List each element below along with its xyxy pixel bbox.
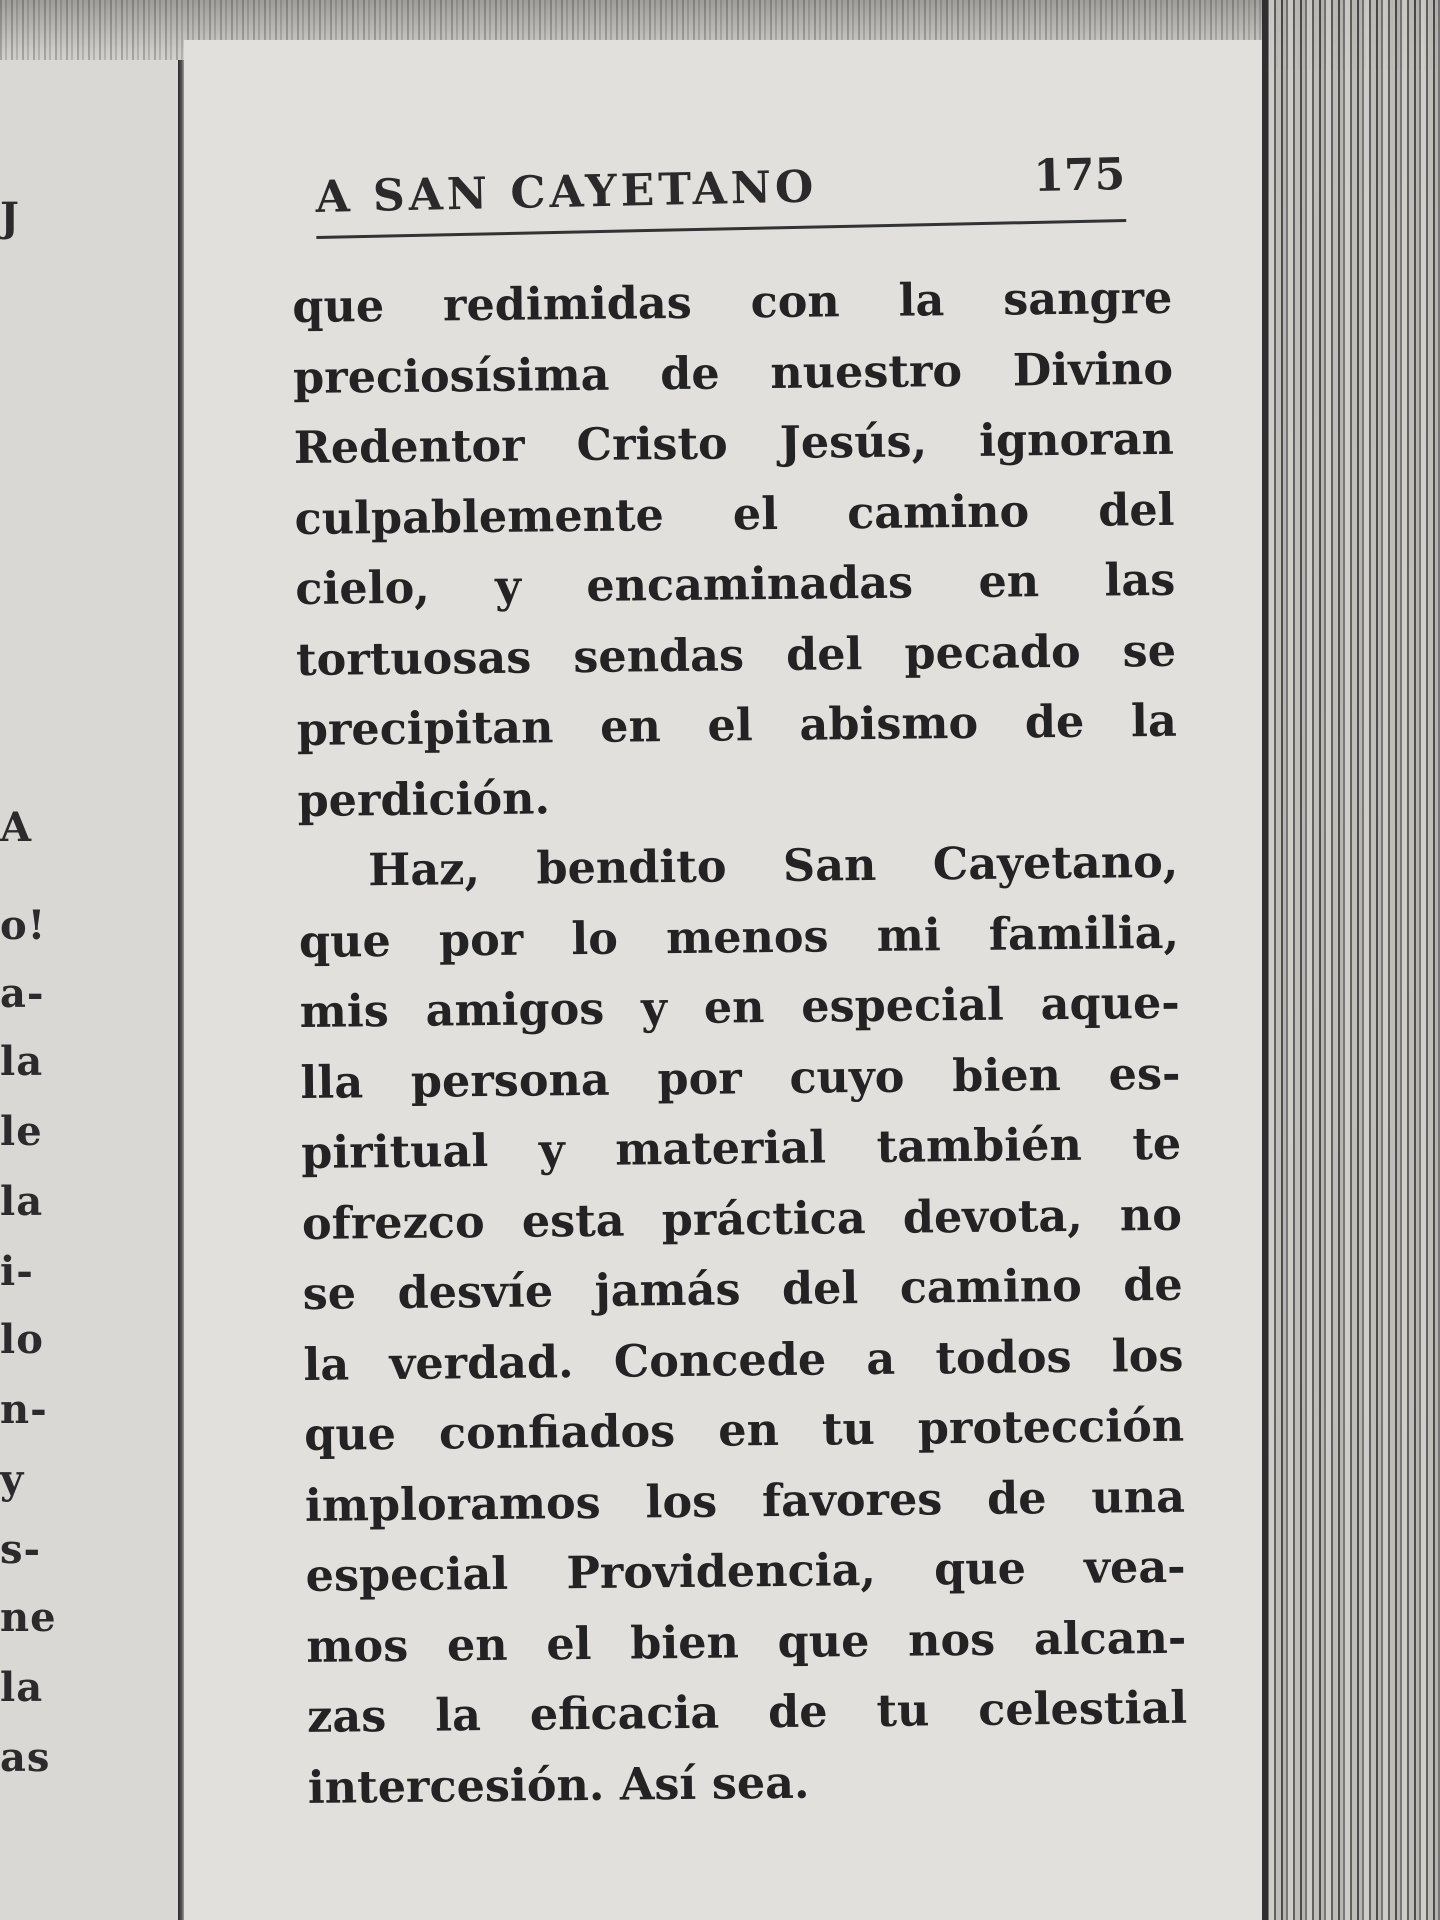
facing-page-fragment: la [0, 1664, 44, 1711]
text-line: intercesión. Así sea. [307, 1756, 810, 1814]
text-line: cielo, y encaminadas en las [295, 553, 1176, 615]
running-title: A SAN CAYETANO [315, 161, 818, 223]
text-line: que confiados en tu protección [303, 1399, 1185, 1461]
text-line: que por lo menos mi familia, [298, 906, 1180, 968]
facing-page-fragment: a- [0, 970, 45, 1017]
facing-page-fragment: i- [0, 1248, 34, 1295]
text-line: mis amigos y en especial aque- [299, 976, 1180, 1038]
text-line: se desvíe jamás del camino de [302, 1258, 1183, 1320]
text-line: Haz, bendito San Cayetano, [367, 835, 1179, 897]
facing-page-fragment: o! [0, 902, 47, 949]
text-line: preciosísima de nuestro Divino [292, 342, 1174, 404]
facing-page-fragment: la [0, 1038, 44, 1085]
text-line: precipitan en el abismo de la [296, 694, 1178, 756]
paragraph [292, 263, 1178, 836]
page-number: 175 [1032, 149, 1126, 202]
text-line: zas la eficacia de tu celestial [306, 1681, 1188, 1743]
text-line: Redentor Cristo Jesús, ignoran [293, 412, 1175, 474]
facing-page-fragment: n- [0, 1386, 48, 1433]
page-body [292, 263, 1188, 1823]
facing-page-fragment: la [0, 1178, 44, 1225]
text-line: que redimidas con la sangre [292, 271, 1173, 333]
facing-page-fragment: ne [0, 1594, 57, 1641]
text-line: culpablemente el camino del [294, 483, 1175, 545]
facing-page-fragment: y [0, 1456, 25, 1503]
text-line: especial Providencia, que vea- [305, 1540, 1186, 1602]
facing-page-fragment: A [0, 804, 33, 851]
text-line: perdición. [297, 771, 551, 827]
facing-page-fragment: s- [0, 1526, 42, 1573]
facing-page-fragment: as [0, 1734, 51, 1781]
book-page-border [1262, 0, 1268, 1920]
paragraph [298, 827, 1188, 1823]
text-line: la verdad. Concede a todos los [303, 1329, 1184, 1391]
text-line: piritual y material también te [300, 1117, 1182, 1179]
text-line: mos en el bien que nos alcan- [306, 1611, 1187, 1673]
facing-page-fragment: lo [0, 1316, 44, 1363]
facing-page-fragment: le [0, 1108, 43, 1155]
text-line: imploramos los favores de una [304, 1470, 1186, 1532]
text-line: tortuosas sendas del pecado se [295, 624, 1177, 686]
text-line: lla persona por cuyo bien es- [300, 1047, 1181, 1109]
book-page-stack-edge [1262, 0, 1440, 1920]
text-line: ofrezco esta práctica devota, no [301, 1188, 1183, 1250]
facing-page-fragment: J [0, 194, 20, 241]
